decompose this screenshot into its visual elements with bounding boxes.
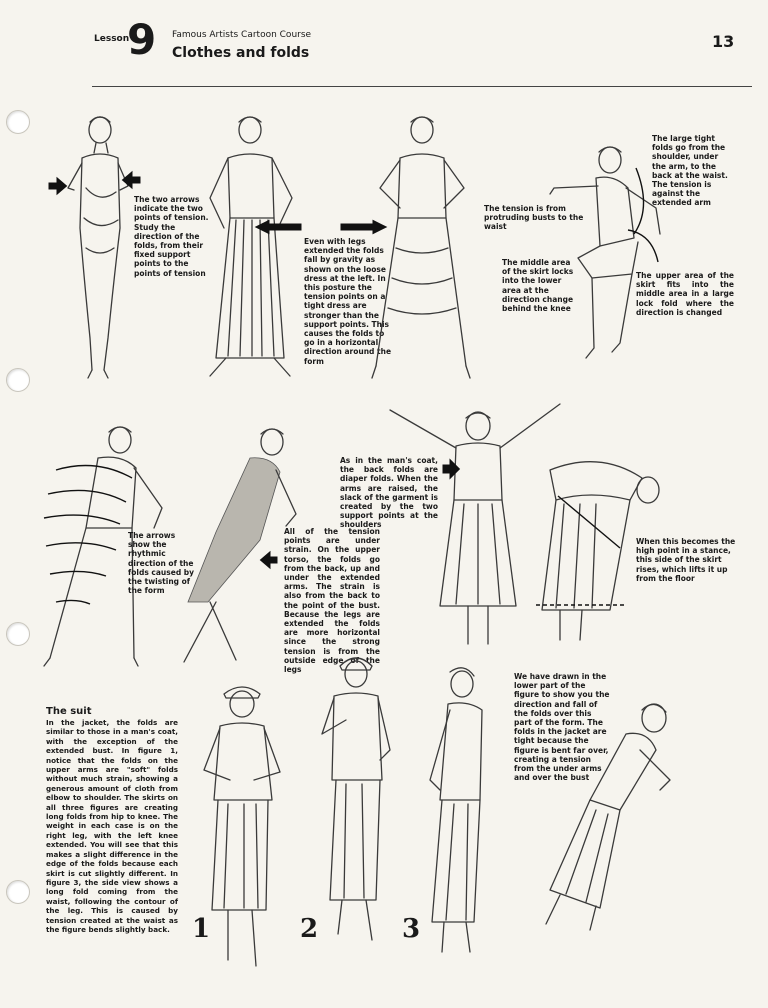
figure-number-2: 2 [300, 914, 319, 944]
page-number: 13 [712, 32, 735, 51]
figure-suit-3 [410, 660, 500, 960]
figure-seated-woman [548, 138, 668, 368]
arrow-left-wide-icon [258, 222, 300, 232]
note-legs-extended-emphasis: around the form [304, 347, 392, 366]
figure-loose-dress [200, 108, 300, 383]
suit-body-text: In the jacket, the folds are similar to those in a man's coat, with the exception of the extended bust. In figure 1, notice that the folds on the upper arms are "soft" folds without much strain, showing a generous amount of cloth from elbow to shoulder. The skirts on all three figures are creating long folds from hip to knee. The weight in each case is on the right leg, with the left knee extended. You will see that this makes a slight difference in the edge of the folds because each skirt is cut slightly different. In figure 3, the side view shows a long fold coming from the waist, following the contour of the leg. This is caused by tension created at the waist as the figure bends slightly back. [46, 718, 178, 934]
note-upper-area: The upper area of the skirt fits into the middle area in a large lock fold where the direction is changed [636, 271, 734, 317]
binder-hole [6, 110, 30, 134]
arrow-right-icon [50, 180, 66, 192]
figure-number-3: 3 [402, 914, 421, 944]
figure-bent-far-over [530, 690, 680, 940]
suit-heading: The suit [46, 706, 92, 717]
binder-hole [6, 368, 30, 392]
note-legs-extended-text: Even with legs extended the folds fall by gravity as shown on the loose dress at the left. In this posture the tension points on a tight dress are stronger than the support points. This causes the folds to go in a horizontal direction [304, 237, 390, 357]
arrow-right-icon-2 [444, 462, 458, 476]
arrow-left-icon-2 [262, 554, 276, 566]
note-tension-points-strain: All of the tension points are under strain. On the upper torso, the folds go from the back, up and under the extended arms. The strain is also from the back to the point of the bust. Because the legs are extended the folds are more horizontal since the strong tension is from the outside edge of the legs [284, 527, 380, 675]
binder-hole [6, 880, 30, 904]
note-mans-coat: As in the man's coat, the back folds are diaper folds. When the arms are raised, the slack of the garment is created by the two support points at the shoulders [340, 456, 438, 530]
lesson-label: Lesson [94, 34, 130, 44]
note-arrows-rhythmic: The arrows show the rhythmic direction of the folds caused by the twisting of the form [128, 531, 195, 596]
note-large-tight-folds: The large tight folds go from the shoulder, under the arm, to the back at the waist. The tension is against the extended arm [652, 134, 728, 208]
page-title: Clothes and folds [172, 45, 310, 61]
figure-side-tight-dress [60, 108, 140, 383]
course-name: Famous Artists Cartoon Course [172, 30, 312, 40]
binder-hole [6, 622, 30, 646]
arrow-left-icon [124, 174, 140, 186]
note-two-arrows: The two arrows indicate the two points of tension. Study the direction of the folds, from their fixed support points to the points of tension [134, 195, 209, 278]
figure-tight-dress-hips [370, 108, 470, 383]
note-lower-part: We have drawn in the lower part of the figure to show you the direction and fall of the folds over this part of the form. The folds in the jacket are tight because the figure is bent far over, creating a tension from the under arms and over the bust [514, 672, 610, 783]
note-middle-area: The middle area of the skirt locks into the lower area at the direction change behind the knee [502, 258, 574, 314]
note-tension-busts: The tension is from protruding busts to the waist [484, 204, 584, 232]
figure-leaning-woman [176, 422, 296, 672]
header-rule [92, 86, 752, 87]
figure-number-1: 1 [192, 914, 211, 944]
lesson-number: 9 [127, 15, 157, 64]
note-high-point: When this becomes the high point in a stance, this side of the skirt rises, which lifts it up from the floor [636, 537, 736, 583]
figure-suit-2 [310, 650, 400, 950]
